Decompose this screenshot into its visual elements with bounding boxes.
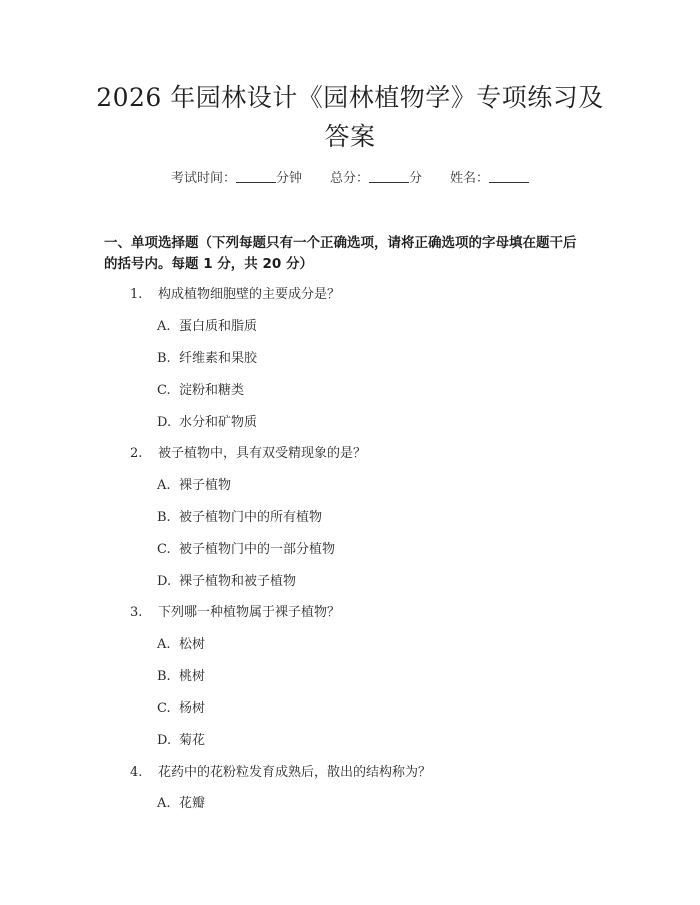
question-text: 构成植物细胞壁的主要成分是？ xyxy=(158,287,341,302)
option-text: 桃树 xyxy=(179,669,206,684)
option-letter: A. xyxy=(157,637,171,652)
question-1-option-b xyxy=(157,347,257,366)
option-letter: C. xyxy=(157,542,171,557)
question-3-option-d xyxy=(157,729,205,748)
score-blank[interactable] xyxy=(369,170,409,183)
question-text: 被子植物中，具有双受精现象的是？ xyxy=(158,446,367,461)
option-text: 松树 xyxy=(179,637,206,652)
section-heading-line-2: 的括号内。每题 1 分，共 20 分） xyxy=(104,256,313,272)
question-number: 4. xyxy=(130,765,143,780)
score-unit: 分 xyxy=(409,171,423,186)
option-letter: A. xyxy=(157,478,171,493)
question-1 xyxy=(130,283,340,302)
question-1-option-d xyxy=(157,411,257,430)
question-1-option-a xyxy=(157,315,257,334)
option-letter: A. xyxy=(157,796,171,811)
question-2-option-d xyxy=(157,570,296,589)
name-blank[interactable] xyxy=(489,170,529,183)
question-2-option-b xyxy=(157,506,322,525)
question-number: 1. xyxy=(130,287,143,302)
question-text: 下列哪一种植物属于裸子植物？ xyxy=(158,605,341,620)
option-text: 菊花 xyxy=(179,733,206,748)
option-letter: C. xyxy=(157,701,171,716)
question-2-option-a xyxy=(157,474,231,493)
question-3-option-a xyxy=(157,633,205,652)
option-text: 淀粉和糖类 xyxy=(179,383,245,398)
option-text: 水分和矿物质 xyxy=(179,415,258,430)
question-text: 花药中的花粉粒发育成熟后，散出的结构称为？ xyxy=(158,765,432,780)
option-letter: B. xyxy=(157,351,171,366)
question-2 xyxy=(130,442,366,461)
question-3 xyxy=(130,601,340,620)
option-text: 被子植物门中的所有植物 xyxy=(179,510,323,525)
time-unit: 分钟 xyxy=(275,171,302,186)
question-number: 2. xyxy=(130,446,143,461)
question-3-option-c xyxy=(157,697,205,716)
time-label: 考试时间： xyxy=(170,171,236,186)
question-3-option-b xyxy=(157,665,205,684)
option-letter: A. xyxy=(157,319,171,334)
option-text: 裸子植物 xyxy=(179,478,232,493)
question-4-option-a xyxy=(157,792,205,811)
section-heading-line-1: 一、单项选择题（下列每题只有一个正确选项，请将正确选项的字母填在题干后 xyxy=(104,235,577,251)
option-letter: B. xyxy=(157,669,171,684)
option-letter: B. xyxy=(157,510,171,525)
option-text: 蛋白质和脂质 xyxy=(179,319,258,334)
option-text: 花瓣 xyxy=(179,796,206,811)
option-text: 被子植物门中的一部分植物 xyxy=(179,542,336,557)
question-number: 3. xyxy=(130,605,143,620)
exam-info xyxy=(0,167,700,186)
option-letter: C. xyxy=(157,383,171,398)
score-label: 总分： xyxy=(329,171,369,186)
time-blank[interactable] xyxy=(236,170,276,183)
option-text: 纤维素和果胶 xyxy=(179,351,258,366)
page-title-line-1: 2026 年园林设计《园林植物学》专项练习及 xyxy=(96,83,604,112)
question-2-option-c xyxy=(157,538,335,557)
option-text: 裸子植物和被子植物 xyxy=(179,574,297,589)
name-label: 姓名： xyxy=(450,171,490,186)
option-letter: D. xyxy=(157,574,172,589)
question-1-option-c xyxy=(157,379,244,398)
page-title-line-2: 答案 xyxy=(324,122,376,151)
option-text: 杨树 xyxy=(179,701,206,716)
option-letter: D. xyxy=(157,415,172,430)
question-4 xyxy=(130,761,431,780)
option-letter: D. xyxy=(157,733,172,748)
